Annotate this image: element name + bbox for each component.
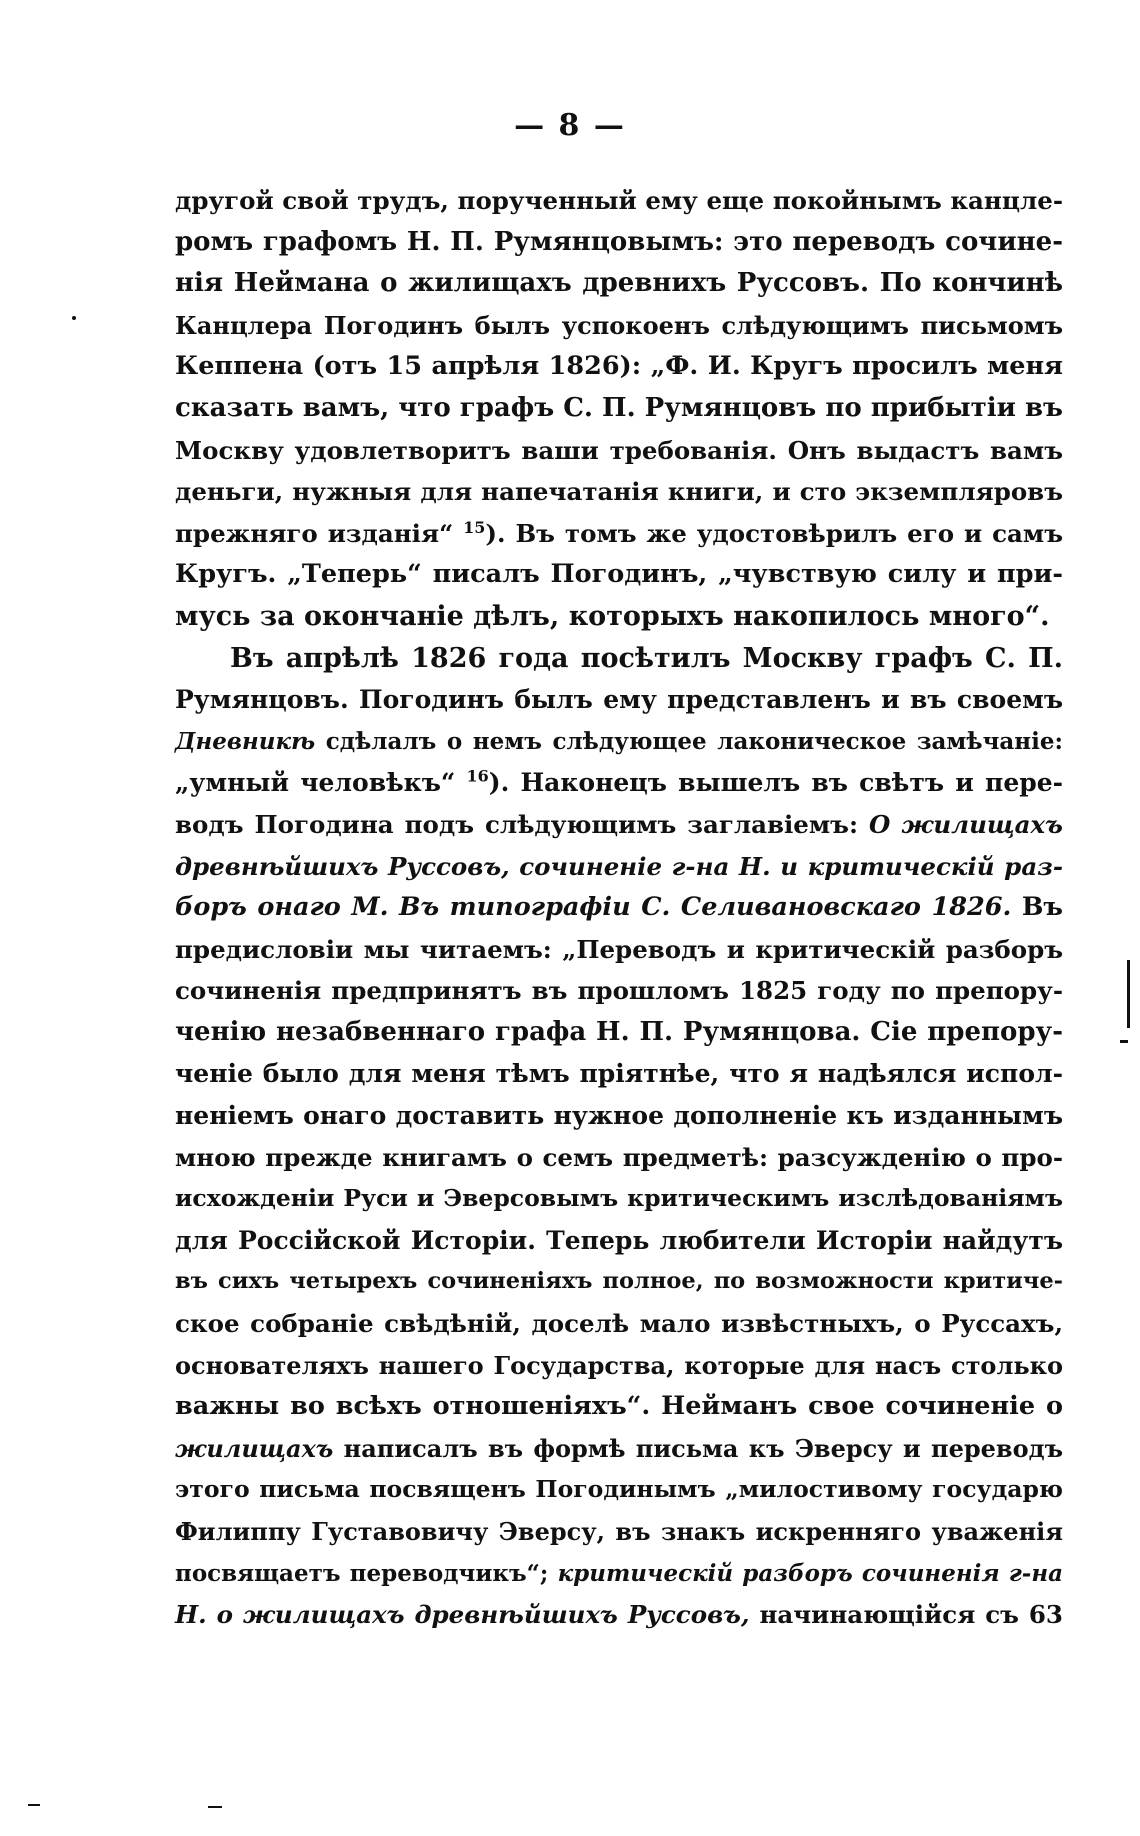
scan-bottom-mark (28, 1804, 40, 1806)
italic-segment: критическій разборъ сочиненія г-на (557, 1559, 1063, 1587)
text-line: Въ апрѣлѣ 1826 года посѣтилъ Москву графъ С. П. (230, 642, 1063, 674)
text-line: важны во всѣхъ отношеніяхъ“. Нейманъ свое сочиненіе о (175, 1391, 1063, 1422)
scan-speck (72, 316, 76, 320)
text-line: основателяхъ нашего Государства, которые для насъ столько (175, 1350, 1063, 1380)
scan-edge-mark (1127, 960, 1130, 1028)
text-line: ское собраніе свѣдѣній, доселѣ мало извѣстныхъ, о Руссахъ, (175, 1309, 1063, 1339)
text-line (175, 762, 1063, 804)
text-line: деньги, нужныя для напечатанія книги, и сто экземпляровъ (175, 477, 1063, 507)
text-line (175, 1428, 1063, 1470)
text-segment: прежняго изданія“ (175, 518, 454, 548)
text-line: Кеппена (отъ 15 апрѣля 1826): „Ф. И. Кругъ просилъ меня (175, 351, 1063, 382)
text-line: Кругъ. „Теперь“ писалъ Погодинъ, „чувствую силу и при- (175, 559, 1063, 590)
text-segment: ). Наконецъ вышелъ въ свѣтъ и пере- (488, 768, 1063, 798)
italic-segment: Дневникѣ (175, 727, 316, 755)
text-line: неніемъ онаго доставить нужное дополненіе къ изданнымъ (175, 1101, 1063, 1131)
text-line: ченію незабвеннаго графа Н. П. Румянцова. Сіе препору- (175, 1016, 1063, 1047)
text-line: другой свой трудъ, порученный ему еще покойнымъ канцле- (175, 186, 1063, 215)
text-line: Канцлера Погодинъ былъ успокоенъ слѣдующимъ письмомъ (175, 310, 1063, 340)
text-segment: начинающійся съ 63 (749, 1600, 1063, 1630)
italic-segment: О жилищахъ (869, 809, 1063, 839)
text-line: этого письма посвященъ Погодинымъ „милостивому государю (175, 1475, 1063, 1504)
text-line: нія Неймана о жилищахъ древнихъ Руссовъ. По кончинѣ (175, 268, 1063, 299)
scan-edge-hook (1120, 1040, 1128, 1043)
text-segment: посвящаетъ переводчикъ“; (175, 1559, 558, 1587)
text-line: въ сихъ четырехъ сочиненіяхъ полное, по возможности критиче- (175, 1268, 1063, 1295)
text-line (175, 1553, 1063, 1595)
text-line (175, 1594, 1063, 1636)
text-line: сочиненія предпринятъ въ прошломъ 1825 году по препору- (175, 976, 1063, 1006)
text-segment: написалъ въ формѣ письма къ Эверсу и переводъ (333, 1433, 1063, 1463)
footnote-ref: 16 (466, 766, 489, 786)
text-line: предисловіи мы читаемъ: „Переводъ и критическій разборъ (175, 934, 1063, 964)
italic-segment: Н. о жилищахъ древнѣйшихъ Руссовъ, (175, 1600, 750, 1630)
text-line: исхожденіи Руси и Эверсовымъ критическимъ изслѣдованіямъ (175, 1184, 1063, 1213)
text-segment: сдѣлалъ о немъ слѣдующее лаконическое замѣчаніе: (315, 727, 1063, 755)
text-line: мусь за окончаніе дѣлъ, которыхъ накопилось много“. (175, 600, 1050, 632)
text-line: для Россійской Исторіи. Теперь любители Исторіи найдутъ (175, 1225, 1063, 1255)
italic-segment: жилищахъ (175, 1433, 334, 1463)
text-line: Филиппу Густавовичу Эверсу, въ знакъ искренняго уваженія (175, 1517, 1063, 1546)
text-line: ромъ графомъ Н. П. Румянцовымъ: это переводъ сочине- (175, 226, 1063, 257)
scan-bottom-mark (208, 1806, 222, 1808)
footnote-ref: 15 (463, 517, 486, 537)
text-line: сказать вамъ, что графъ С. П. Румянцовъ по прибытіи въ (175, 392, 1063, 423)
text-segment: Въ (1011, 892, 1063, 923)
text-segment: ). Въ томъ же удостовѣрилъ его и самъ (485, 518, 1063, 548)
text-line (175, 804, 1063, 846)
text-line: мною прежде книгамъ о семъ предметѣ: разсужденію о про- (175, 1142, 1063, 1172)
text-line: древнѣйшихъ Руссовъ, сочиненіе г-на Н. и критическій раз- (175, 851, 1063, 881)
page-number: — 8 — (514, 108, 626, 143)
text-line: Румянцовъ. Погодинъ былъ ему представленъ и въ своемъ (175, 685, 1063, 715)
text-line (175, 721, 1063, 763)
text-segment: водъ Погодина подъ слѣдующимъ заглавіемъ: (175, 809, 870, 839)
text-line (175, 513, 1063, 555)
body-text (175, 180, 1063, 1636)
text-line (175, 887, 1063, 929)
text-line: ченіе было для меня тѣмъ пріятнѣе, что я надѣялся испол- (175, 1059, 1063, 1089)
text-segment: „умный человѣкъ“ (175, 768, 456, 798)
text-line: Москву удовлетворитъ ваши требованія. Онъ выдастъ вамъ (175, 435, 1063, 465)
italic-segment: боръ онаго М. Въ типографіи С. Селивановскаго 1826. (175, 892, 1012, 923)
